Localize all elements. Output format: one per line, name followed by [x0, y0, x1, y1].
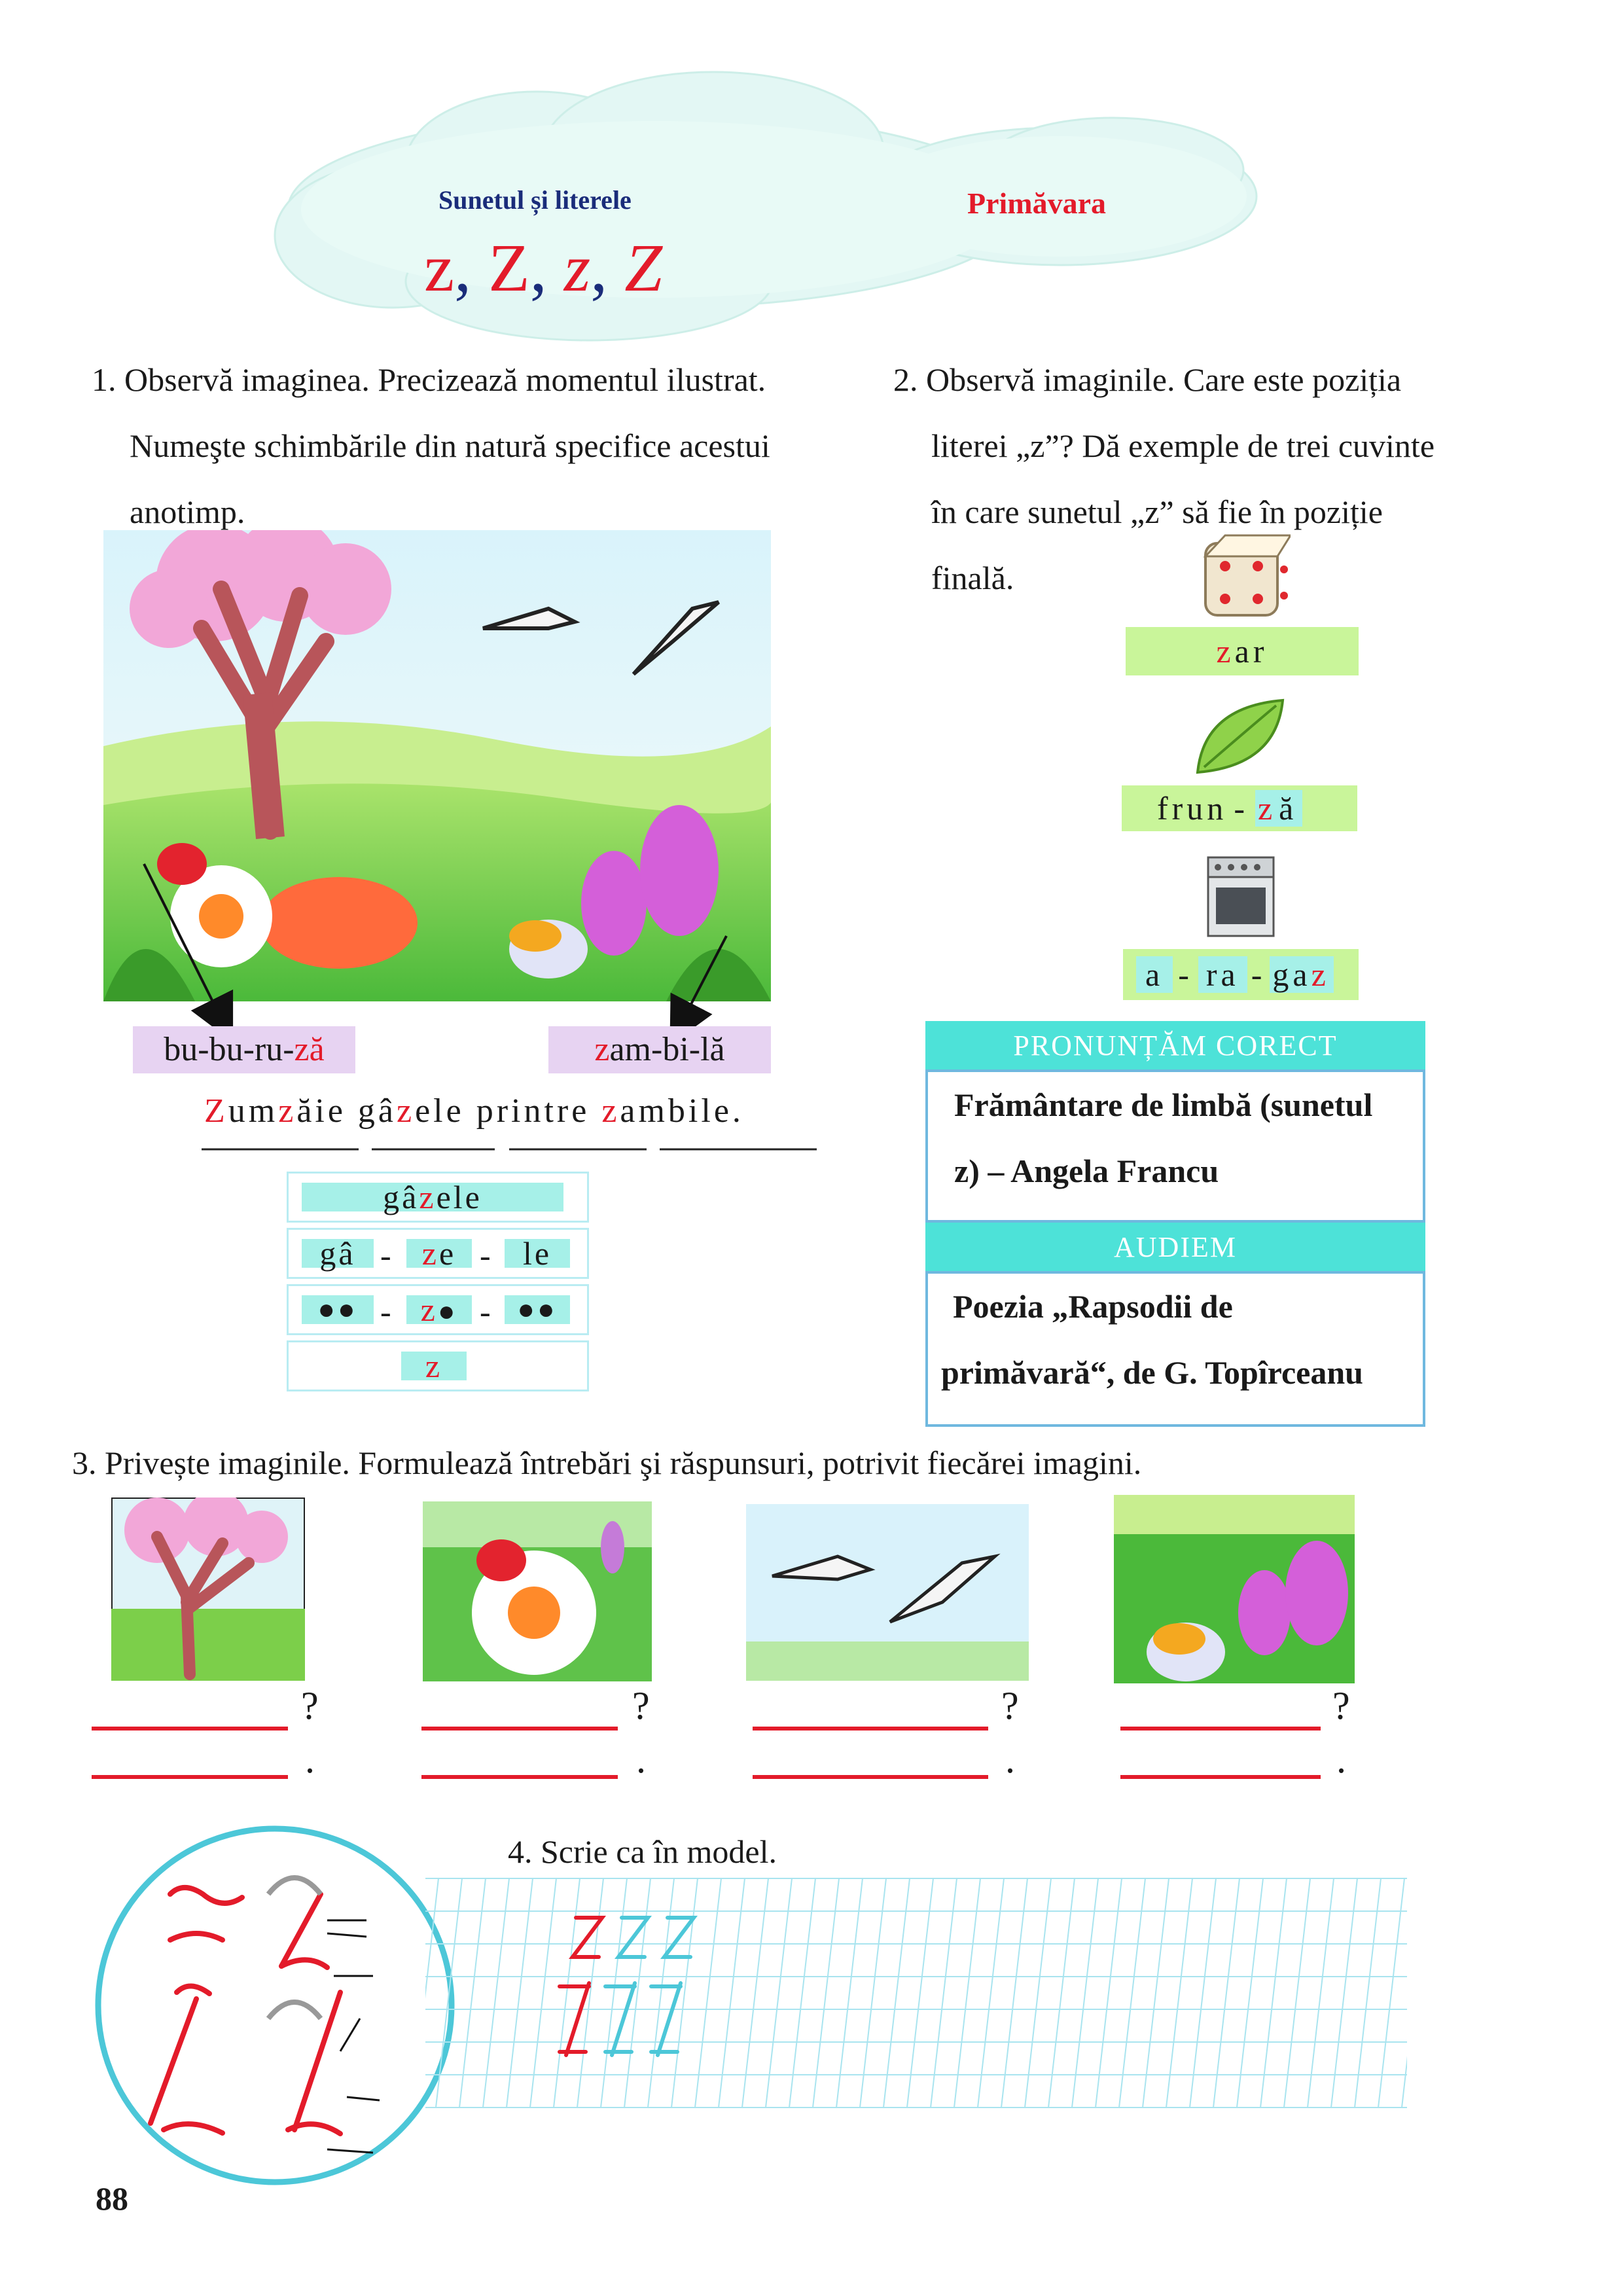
comma: ,	[454, 230, 489, 306]
word-z: z	[1216, 633, 1235, 670]
grid-slant-line	[954, 1878, 980, 2108]
word-z: z	[1311, 956, 1334, 993]
grid-slant-line	[1331, 1878, 1357, 2108]
grid-slant-line	[719, 1878, 745, 2108]
sentence-text: ele printre	[415, 1092, 602, 1130]
answer-line[interactable]	[421, 1727, 618, 1731]
audiem-header	[925, 1223, 1425, 1271]
page-number	[96, 2179, 128, 2217]
thumb-ladybug	[423, 1501, 652, 1681]
pronuntam-header	[925, 1021, 1425, 1069]
grid-slant-line	[1378, 1878, 1404, 2108]
grid-slant-line	[425, 1878, 438, 2108]
grid-slant-line	[1355, 1878, 1381, 2108]
syllable-text: ra	[1198, 956, 1247, 993]
pronuntam-line: z) – Angela Francu	[954, 1153, 1219, 1189]
syllable-text: gâ	[319, 1235, 356, 1272]
grid-slant-line	[1096, 1878, 1122, 2108]
label-text: bu-bu-ru-	[164, 1031, 294, 1068]
syllable-text: ă	[1279, 790, 1302, 827]
task1-line: Numeşte schimbările din natură specifice acestui	[130, 427, 770, 464]
analysis-row-sound-z	[287, 1340, 589, 1391]
syllable-text: ga	[1270, 956, 1311, 993]
word-z: z	[419, 1179, 437, 1215]
grid-slant-line	[742, 1878, 768, 2108]
syllable-text: le	[522, 1235, 552, 1272]
grid-slant-line	[648, 1878, 674, 2108]
task2-line: finală.	[931, 560, 1014, 596]
grid-slant-line	[554, 1878, 580, 2108]
word-segment	[302, 1179, 563, 1215]
analysis-row-sounds	[287, 1284, 589, 1335]
syllable-segment	[505, 1235, 570, 1272]
grid-slant-line	[978, 1878, 1004, 2108]
task2-line: în care sunetul „z” să fie în poziție	[931, 493, 1383, 530]
grid-slant-line	[671, 1878, 698, 2108]
grid-slant-line	[1166, 1878, 1192, 2108]
word-text: ele	[436, 1179, 482, 1215]
audiem-panel	[925, 1271, 1425, 1427]
grid-slant-line	[483, 1878, 509, 2108]
stroke-order-circle	[92, 1822, 458, 2189]
thumb-storks	[746, 1504, 1029, 1681]
grid-slant-line	[931, 1878, 957, 2108]
period-mark: .	[305, 1738, 315, 1781]
question-mark: ?	[632, 1684, 650, 1727]
word-scheme-lines	[202, 1144, 830, 1157]
syllable-z: z	[421, 1235, 439, 1272]
pointer-arrows	[118, 851, 838, 1047]
grid-slant-line	[1025, 1878, 1051, 2108]
label-zambila	[548, 1026, 771, 1073]
sound-segment	[406, 1291, 472, 1328]
grid-slant-line	[1213, 1878, 1240, 2108]
grid-slant-line	[1048, 1878, 1075, 2108]
sound-dots: ●	[437, 1295, 458, 1327]
question-mark: ?	[301, 1684, 319, 1727]
answer-line[interactable]	[1120, 1775, 1321, 1779]
syllable-text: frun	[1157, 790, 1228, 827]
grid-slant-line	[907, 1878, 933, 2108]
task3-text: 3. Privește imaginile. Formulează întrebări şi răspunsuri, potrivit fiecărei imagini.	[72, 1444, 1142, 1481]
thumb-bee	[1114, 1495, 1355, 1683]
pronuntam-line: Frământare de limbă (sunetul	[954, 1086, 1373, 1123]
letter-cursive-lower: z	[563, 230, 591, 306]
stove-icon	[1202, 851, 1280, 942]
grid-slant-line	[459, 1878, 486, 2108]
audiem-text	[941, 1274, 1419, 1406]
analysis-row-word	[287, 1172, 589, 1223]
sentence-text: um	[228, 1092, 279, 1130]
grid-slant-line	[507, 1878, 533, 2108]
word-aragaz	[1123, 949, 1359, 1000]
tongue-sentence	[204, 1086, 744, 1136]
syllable-segment	[406, 1235, 472, 1272]
grid-slant-line	[577, 1878, 603, 2108]
grid-slant-line	[1308, 1878, 1334, 2108]
season-title	[967, 186, 1106, 221]
grid-slant-line	[766, 1878, 792, 2108]
grid-slant-line	[695, 1878, 721, 2108]
word-z: z	[1255, 790, 1279, 827]
task2-line: 2. Observă imaginile. Care este poziția	[893, 361, 1402, 398]
pronuntam-title: PRONUNȚĂM CORECT	[1013, 1030, 1338, 1062]
sentence-z: z	[397, 1092, 416, 1130]
period-mark: .	[1005, 1738, 1015, 1781]
sentence-text: ambile	[620, 1092, 732, 1130]
label-buburuza	[133, 1026, 355, 1073]
word-zar	[1126, 627, 1359, 675]
audiem-line: primăvară“, de G. Topîrceanu	[941, 1354, 1363, 1391]
sound-dots: ●●	[317, 1293, 358, 1325]
answer-line[interactable]	[753, 1727, 988, 1731]
grid-slant-line	[1001, 1878, 1027, 2108]
page-number-text: 88	[96, 2180, 128, 2217]
syllable-dash: -	[480, 1237, 491, 1274]
syllable-dash: -	[380, 1237, 391, 1274]
syllable-text: e	[439, 1235, 457, 1272]
syllable-text: a	[1136, 956, 1173, 993]
header-clouds	[0, 0, 1623, 367]
sound-segment	[505, 1295, 570, 1324]
period-mark: .	[1336, 1738, 1346, 1781]
answer-line[interactable]	[1120, 1727, 1321, 1731]
comma: ,	[590, 230, 625, 306]
sentence-z: z	[278, 1092, 297, 1130]
label-text: am-bi-lă	[609, 1031, 725, 1068]
grid-slant-line	[624, 1878, 651, 2108]
sound-z: z	[420, 1291, 438, 1328]
lesson-subtitle	[438, 185, 632, 215]
sentence-z: z	[601, 1092, 620, 1130]
grid-slant-line	[1260, 1878, 1287, 2108]
letter-upper: Z	[488, 230, 530, 306]
dice-icon	[1199, 530, 1291, 622]
leaf-icon	[1191, 694, 1289, 785]
grid-slant-line	[813, 1878, 839, 2108]
word-frunza	[1122, 785, 1357, 831]
sentence-z: Z	[204, 1092, 228, 1130]
sound-z-segment	[401, 1348, 467, 1384]
sound-z-text: z	[425, 1348, 443, 1384]
grid-slant-line	[530, 1878, 556, 2108]
syllable-segment	[302, 1235, 374, 1272]
label-z: ză	[294, 1031, 325, 1068]
audiem-line: Poezia „Rapsodii de	[953, 1288, 1233, 1325]
grid-slant-line	[883, 1878, 910, 2108]
grid-slant-line	[601, 1878, 627, 2108]
sound-segment	[302, 1295, 374, 1324]
grid-slant-line	[1072, 1878, 1098, 2108]
label-z: z	[594, 1031, 610, 1068]
grid-slant-line	[789, 1878, 815, 2108]
task3-instruction	[72, 1444, 1141, 1482]
answer-line[interactable]	[421, 1775, 618, 1779]
task2-line: literei „z”? Dă exemple de trei cuvinte	[931, 427, 1435, 464]
word-text: gâ	[383, 1179, 419, 1215]
grid-slant-line	[1143, 1878, 1169, 2108]
pronuntam-text	[954, 1072, 1412, 1204]
sentence-period: .	[732, 1092, 744, 1130]
pronuntam-panel	[925, 1069, 1425, 1223]
grid-slant-line	[860, 1878, 886, 2108]
syllable-dash: -	[1178, 956, 1193, 993]
writing-grid[interactable]	[425, 1865, 1407, 2127]
letter-lower: z	[424, 230, 455, 306]
thumb-tree	[111, 1498, 305, 1681]
grid-slant-line	[1402, 1878, 1407, 2108]
question-mark: ?	[1332, 1684, 1350, 1727]
answer-line[interactable]	[753, 1775, 988, 1779]
question-mark: ?	[1001, 1684, 1019, 1727]
syllable-dash: -	[1234, 790, 1249, 827]
grid-slant-line	[1237, 1878, 1263, 2108]
grid-slant-line	[1190, 1878, 1216, 2108]
grid-slant-line	[436, 1878, 462, 2108]
task1-instruction	[92, 347, 877, 545]
task1-line: anotimp.	[130, 493, 245, 530]
task4-text: 4. Scrie ca în model.	[508, 1833, 777, 1870]
word-text: ar	[1234, 633, 1268, 670]
period-mark: .	[636, 1738, 646, 1781]
syllable-dash: -	[1251, 956, 1266, 993]
grid-slant-line	[1284, 1878, 1310, 2108]
answer-line[interactable]	[92, 1727, 288, 1731]
sentence-text: ăie gâ	[296, 1092, 397, 1130]
letter-cursive-upper: Z	[624, 230, 663, 306]
grid-slant-line	[1119, 1878, 1145, 2108]
grid-slant-line	[836, 1878, 863, 2108]
answer-line[interactable]	[92, 1775, 288, 1779]
task1-line: 1. Observă imaginea. Precizează momentul ilustrat.	[92, 361, 766, 398]
lesson-letters	[424, 229, 662, 308]
sound-dash: -	[380, 1293, 391, 1330]
sound-dash: -	[480, 1293, 491, 1330]
sound-dots: ●●	[517, 1293, 558, 1325]
subtitle-text: Sunetul și literele	[438, 185, 632, 215]
analysis-row-syllables	[287, 1228, 589, 1279]
audiem-title: AUDIEM	[1114, 1231, 1237, 1263]
season-text: Primăvara	[967, 187, 1107, 220]
comma: ,	[529, 230, 564, 306]
